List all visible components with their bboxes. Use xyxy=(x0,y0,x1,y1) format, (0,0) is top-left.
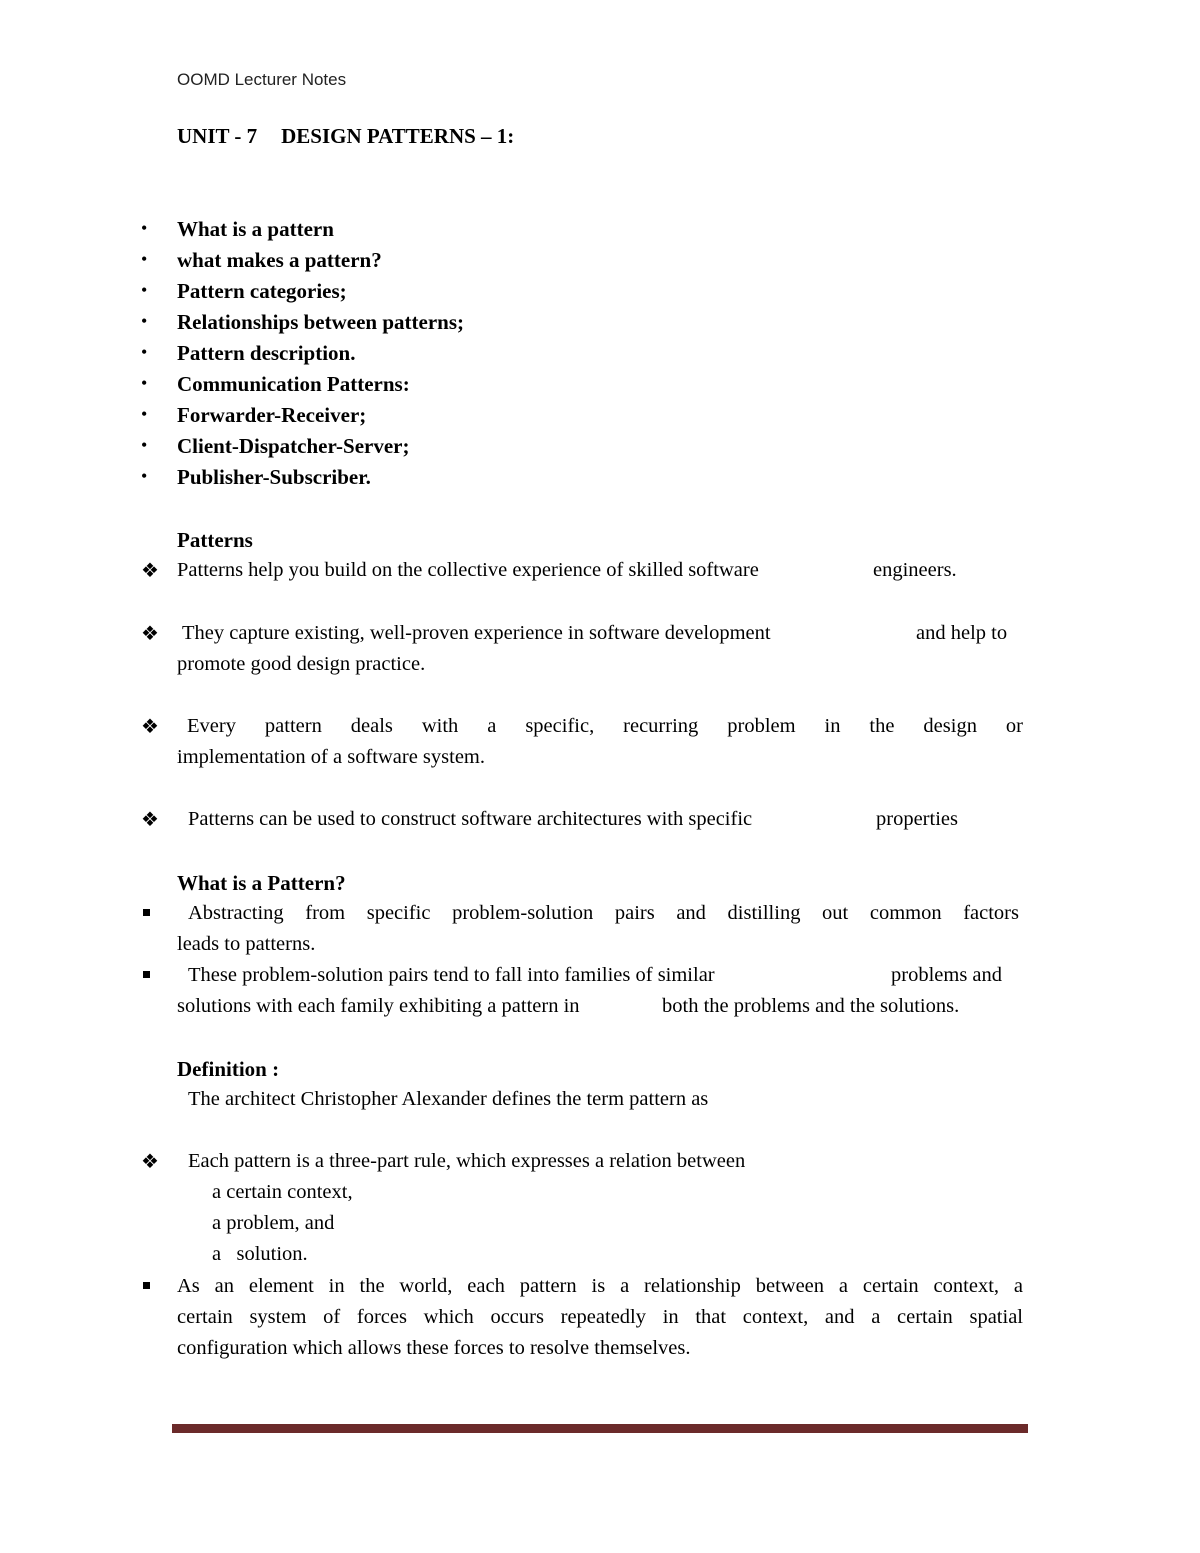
square-bullet-icon xyxy=(143,909,150,916)
paragraph-line: They capture existing, well-proven experience in software development xyxy=(182,622,771,644)
topic-text: Publisher-Subscriber. xyxy=(177,465,371,489)
running-header: OOMD Lecturer Notes xyxy=(177,70,347,89)
paragraph-line: leads to patterns. xyxy=(177,933,316,955)
bullet-dot-icon: • xyxy=(141,435,148,455)
paragraph-line: both the problems and the solutions. xyxy=(662,995,960,1017)
topic-text: Communication Patterns: xyxy=(177,372,410,396)
paragraph-line: Abstracting from specific problem-solution pairs and distilling out common factors xyxy=(188,902,1019,924)
diamond-bullet-icon: ❖ xyxy=(141,623,159,645)
paragraph-line: certain system of forces which occurs repeatedly in that context, and a certain spatial xyxy=(177,1306,1023,1328)
topic-text: Forwarder-Receiver; xyxy=(177,403,367,427)
topic-text: Pattern categories; xyxy=(177,279,347,303)
footer-rule xyxy=(172,1424,1028,1433)
diamond-bullet-icon: ❖ xyxy=(141,809,159,831)
paragraph-line: engineers. xyxy=(873,559,957,581)
diamond-bullet-icon: ❖ xyxy=(141,1151,159,1173)
bullet-dot-icon: • xyxy=(141,280,148,300)
paragraph-line: implementation of a software system. xyxy=(177,746,485,768)
paragraph-line: problems and xyxy=(891,964,1003,986)
paragraph-line: Every pattern deals with a specific, recurring problem in the design or xyxy=(187,715,1023,737)
paragraph-line: configuration which allows these forces to resolve themselves. xyxy=(177,1337,691,1359)
paragraph-line: As an element in the world, each pattern is a relationship between a certain context, a xyxy=(177,1275,1023,1297)
bullet-dot-icon: • xyxy=(141,373,148,393)
topic-text: Relationships between patterns; xyxy=(177,310,464,334)
diamond-bullet-icon: ❖ xyxy=(141,716,159,738)
topic-text: Pattern description. xyxy=(177,341,356,365)
bullet-dot-icon: • xyxy=(141,218,148,238)
list-item: a solution. xyxy=(212,1243,308,1265)
paragraph-line: promote good design practice. xyxy=(177,653,426,675)
section-heading: Patterns xyxy=(177,528,253,552)
paragraph-line: These problem-solution pairs tend to fall into families of similar xyxy=(188,964,715,986)
paragraph-line: and help to xyxy=(916,622,1008,644)
topic-text: What is a pattern xyxy=(177,217,334,241)
list-item: a problem, and xyxy=(212,1212,335,1234)
section-heading: Definition : xyxy=(177,1057,280,1081)
bullet-dot-icon: • xyxy=(141,404,148,424)
section-heading: What is a Pattern? xyxy=(177,871,346,895)
paragraph-line: The architect Christopher Alexander defines the term pattern as xyxy=(188,1088,709,1110)
diamond-bullet-icon: ❖ xyxy=(141,560,159,582)
bullet-dot-icon: • xyxy=(141,249,148,269)
paragraph-line: properties xyxy=(876,808,958,830)
bullet-dot-icon: • xyxy=(141,466,148,486)
unit-number: UNIT - 7 xyxy=(177,124,258,148)
paragraph-line: Patterns can be used to construct software architectures with specific xyxy=(188,808,753,830)
bullet-dot-icon: • xyxy=(141,311,148,331)
paragraph-line: Each pattern is a three-part rule, which expresses a relation between xyxy=(188,1150,746,1172)
bullet-dot-icon: • xyxy=(141,342,148,362)
square-bullet-icon xyxy=(143,971,150,978)
unit-title xyxy=(177,124,514,149)
list-item: a certain context, xyxy=(212,1181,353,1203)
topic-text: what makes a pattern? xyxy=(177,248,382,272)
topic-text: Client-Dispatcher-Server; xyxy=(177,434,410,458)
paragraph-line: Patterns help you build on the collective experience of skilled software xyxy=(177,559,759,581)
square-bullet-icon xyxy=(143,1282,150,1289)
paragraph-line: solutions with each family exhibiting a pattern in xyxy=(177,995,580,1017)
unit-name: DESIGN PATTERNS – 1: xyxy=(281,124,515,148)
